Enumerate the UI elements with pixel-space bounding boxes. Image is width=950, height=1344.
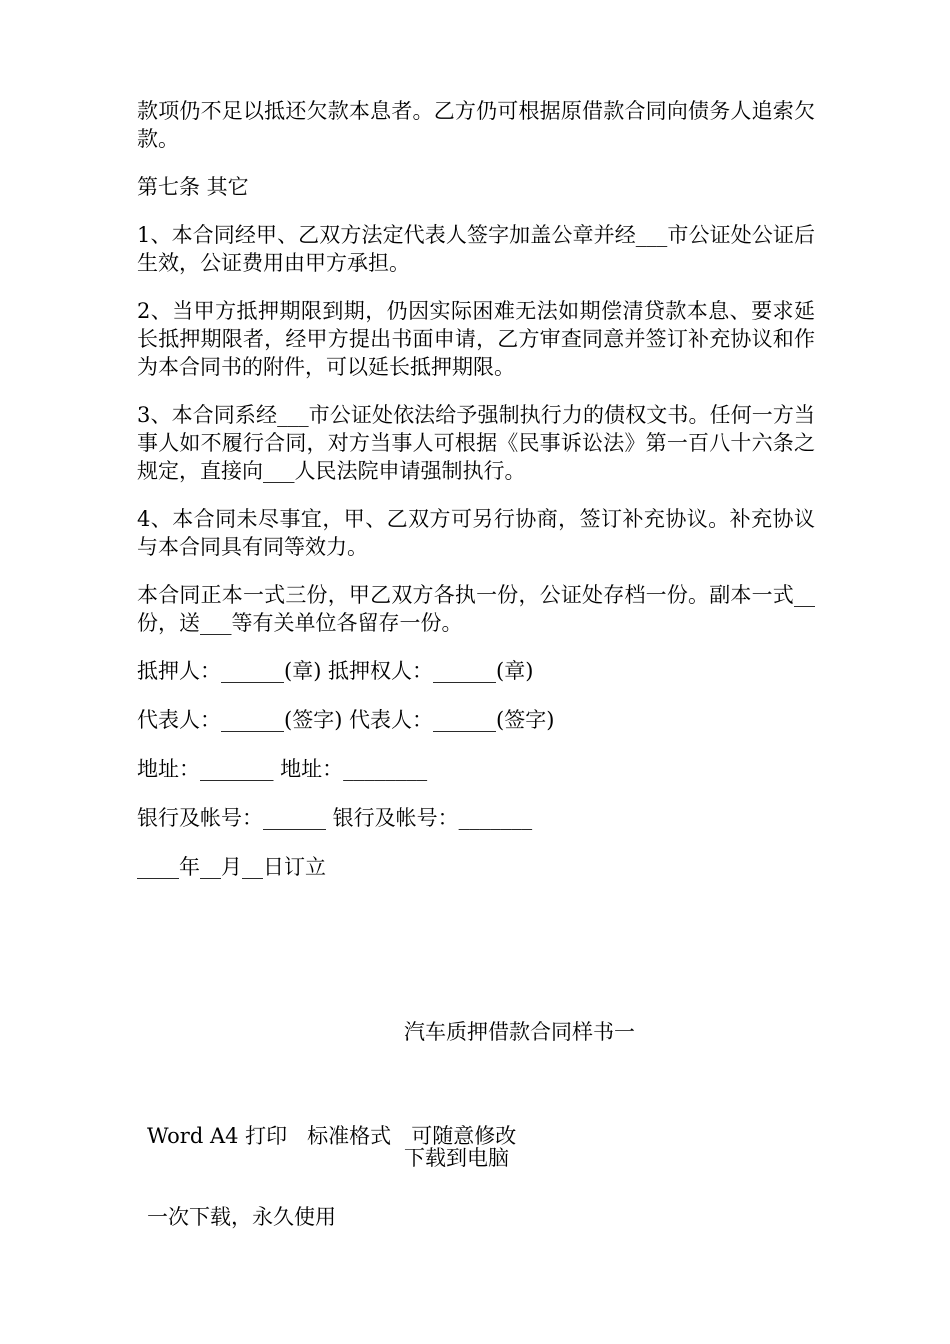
template-title: 汽车质押借款合同样书一 — [404, 1020, 635, 1044]
signing-date-line: ____年__月__日订立 — [137, 855, 326, 879]
clause-3: 3、本合同系经___市公证处依法给予强制执行力的债权文书。任何一方当事人如不履行合同，对方当事人可根据《民事诉讼法》第一百八十六条之规定，直接向___人民法院申请强制执行。 — [137, 403, 815, 483]
copies-paragraph: 本合同正本一式三份，甲乙双方各执一份，公证处存档一份。副本一式__份，送___等有关单位各留存一份。 — [137, 583, 815, 635]
clause-1: 1、本合同经甲、乙双方法定代表人签字加盖公章并经___市公证处公证后生效，公证费用由甲方承担。 — [137, 223, 815, 275]
contract-body — [137, 97, 815, 902]
signature-bank-account-line: 银行及帐号：______ 银行及帐号：_______ — [137, 806, 533, 830]
signature-representative-line: 代表人：______(签字) 代表人：______(签字) — [137, 708, 555, 732]
clause-4: 4、本合同未尽事宜，甲、乙双方可另行协商，签订补充协议。补充协议与本合同具有同等效力。 — [137, 507, 815, 559]
download-to-computer-link[interactable]: 下载到电脑 — [404, 1146, 509, 1170]
template-description — [147, 1069, 516, 1285]
template-description-line-2: 一次下载，永久使用 — [147, 1205, 336, 1229]
template-description-line-1: Word A4 打印 标准格式 可随意修改 — [147, 1124, 517, 1148]
clause-2: 2、当甲方抵押期限到期，仍因实际困难无法如期偿清贷款本息、要求延长抵押期限者，经甲方提出书面申请，乙方审查同意并签订补充协议和作为本合同书的附件，可以延长抵押期限。 — [137, 299, 815, 379]
signature-address-line: 地址：_______ 地址：________ — [137, 757, 428, 781]
article-seven-heading: 第七条 其它 — [137, 175, 249, 199]
paragraph-debt-recovery: 款项仍不足以抵还欠款本息者。乙方仍可根据原借款合同向债务人追索欠款。 — [137, 99, 815, 151]
signature-mortgagor-line: 抵押人：______(章) 抵押权人：______(章) — [137, 659, 534, 683]
